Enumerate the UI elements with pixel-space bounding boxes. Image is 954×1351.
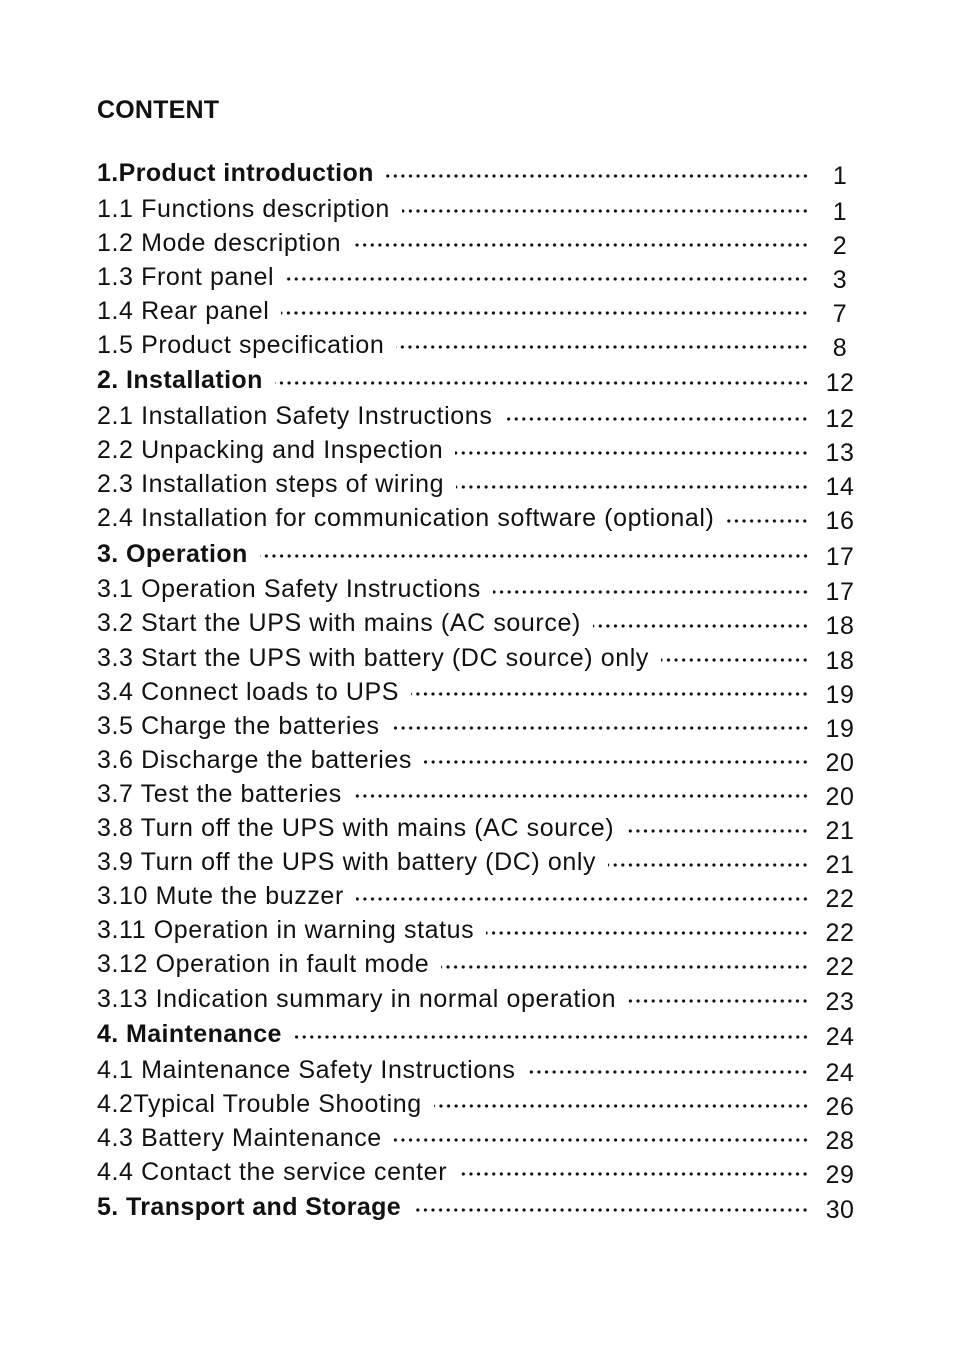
dot-leader bbox=[424, 760, 809, 764]
toc-entry-title: 3.5 Charge the batteries bbox=[97, 711, 380, 740]
toc-page-number: 19 bbox=[825, 714, 855, 743]
toc-entry bbox=[97, 1053, 857, 1087]
toc-page-number: 29 bbox=[825, 1160, 855, 1189]
toc-entry-title: 2.3 Installation steps of wiring bbox=[97, 470, 445, 499]
dot-leader bbox=[396, 345, 809, 349]
toc-section-entry bbox=[97, 362, 857, 399]
toc-entry-title: 3.13 Indication summary in normal operation bbox=[97, 984, 617, 1013]
toc-page-number: 24 bbox=[825, 1023, 855, 1052]
toc-entry-title: 1.5 Product specification bbox=[97, 330, 385, 359]
toc-entry-title: 2. Installation bbox=[97, 366, 263, 395]
toc-page-number: 22 bbox=[825, 919, 855, 948]
toc-entry bbox=[97, 607, 857, 641]
toc-page-number: 13 bbox=[825, 439, 855, 468]
dot-leader bbox=[260, 554, 809, 558]
toc-entry-title: 3.9 Turn off the UPS with battery (DC) only bbox=[97, 848, 597, 877]
toc-entry-title: 4.1 Maintenance Safety Instructions bbox=[97, 1055, 516, 1084]
toc-entry-title: 3.3 Start the UPS with battery (DC source) only bbox=[97, 643, 650, 672]
toc-page-number: 18 bbox=[825, 612, 855, 641]
toc-entry-title: 3.8 Turn off the UPS with mains (AC source) bbox=[97, 814, 615, 843]
toc-page-number: 12 bbox=[825, 369, 855, 398]
toc-entry-title: 4.3 Battery Maintenance bbox=[97, 1123, 382, 1152]
toc-entry bbox=[97, 743, 857, 777]
toc-entry-title: 4. Maintenance bbox=[97, 1020, 282, 1049]
toc-page-number: 20 bbox=[825, 782, 855, 811]
toc-section-entry bbox=[97, 536, 857, 573]
toc-entry bbox=[97, 573, 857, 607]
toc-entry bbox=[97, 812, 857, 846]
toc-page-number: 17 bbox=[825, 542, 855, 571]
toc-entry bbox=[97, 1155, 857, 1189]
dot-leader bbox=[275, 381, 809, 385]
toc-entry bbox=[97, 709, 857, 743]
toc-entry bbox=[97, 846, 857, 880]
toc-entry-title: 3.11 Operation in warning status bbox=[97, 916, 475, 945]
toc-entry bbox=[97, 982, 857, 1016]
dot-leader bbox=[493, 590, 809, 594]
toc-entry bbox=[97, 434, 857, 468]
dot-leader bbox=[434, 1104, 809, 1108]
toc-entry-title: 1.Product introduction bbox=[97, 159, 374, 187]
dot-leader bbox=[726, 519, 809, 523]
toc-page-number: 21 bbox=[825, 817, 855, 846]
toc-entry bbox=[97, 294, 857, 328]
dot-leader bbox=[413, 1208, 809, 1212]
dot-leader bbox=[356, 897, 809, 901]
toc-page-number: 17 bbox=[825, 578, 855, 607]
toc-section-entry bbox=[97, 155, 857, 192]
toc-entry-title: 3.7 Test the batteries bbox=[97, 779, 342, 808]
dot-leader bbox=[441, 965, 809, 969]
toc-entry bbox=[97, 641, 857, 675]
toc-page-number: 2 bbox=[832, 231, 848, 260]
toc-entry bbox=[97, 399, 857, 433]
dot-leader bbox=[661, 658, 809, 662]
toc-entry-title: 3.12 Operation in fault mode bbox=[97, 950, 430, 979]
toc-page-number: 16 bbox=[825, 507, 855, 536]
toc-entry-title: 1.2 Mode description bbox=[97, 228, 342, 257]
dot-leader bbox=[411, 692, 809, 696]
dot-leader bbox=[455, 451, 809, 455]
toc-entry-title: 1.4 Rear panel bbox=[97, 296, 270, 325]
dot-leader bbox=[504, 417, 809, 421]
dot-leader bbox=[353, 243, 809, 247]
dot-leader bbox=[456, 485, 809, 489]
toc-entry-title: 3.2 Start the UPS with mains (AC source) bbox=[97, 609, 581, 638]
toc-page-number: 19 bbox=[825, 680, 855, 709]
toc-entry bbox=[97, 948, 857, 982]
toc-entry bbox=[97, 226, 857, 260]
dot-leader bbox=[626, 829, 809, 833]
toc-page-number: 1 bbox=[832, 162, 848, 190]
dot-leader bbox=[392, 726, 809, 730]
dot-leader bbox=[593, 624, 809, 628]
toc-entry-title: 4.2Typical Trouble Shooting bbox=[97, 1089, 422, 1118]
toc-entry-title: 1.1 Functions description bbox=[97, 194, 390, 223]
toc-page-number: 22 bbox=[825, 953, 855, 982]
dot-leader bbox=[281, 311, 809, 315]
toc-section-entry bbox=[97, 1189, 857, 1226]
toc-entry bbox=[97, 777, 857, 811]
toc-entry-title: 2.2 Unpacking and Inspection bbox=[97, 436, 444, 465]
page-title: CONTENT bbox=[97, 96, 220, 124]
toc-page-number: 14 bbox=[825, 473, 855, 502]
toc-entry bbox=[97, 328, 857, 362]
toc-page-number: 23 bbox=[825, 987, 855, 1016]
toc-page-number: 18 bbox=[825, 646, 855, 675]
toc-entry bbox=[97, 675, 857, 709]
dot-leader bbox=[354, 794, 809, 798]
dot-leader bbox=[394, 1138, 809, 1142]
toc-entry bbox=[97, 914, 857, 948]
toc-entry-title: 3.6 Discharge the batteries bbox=[97, 745, 412, 774]
dot-leader bbox=[486, 931, 809, 935]
dot-leader bbox=[608, 863, 809, 867]
toc-entry bbox=[97, 1121, 857, 1155]
toc-page-number: 1 bbox=[832, 197, 848, 226]
toc-entry bbox=[97, 192, 857, 226]
toc-page-number: 21 bbox=[825, 851, 855, 880]
toc-entry-title: 2.1 Installation Safety Instructions bbox=[97, 402, 493, 431]
dot-leader bbox=[286, 277, 809, 281]
toc-entry bbox=[97, 880, 857, 914]
toc-entry-title: 3.10 Mute the buzzer bbox=[97, 882, 344, 911]
toc-page-number: 26 bbox=[825, 1092, 855, 1121]
toc-entry-title: 3.4 Connect loads to UPS bbox=[97, 677, 400, 706]
toc-page-number: 8 bbox=[832, 333, 848, 362]
toc-entry bbox=[97, 502, 857, 536]
dot-leader bbox=[294, 1035, 809, 1039]
toc-page-number: 7 bbox=[832, 299, 848, 328]
toc-entry bbox=[97, 468, 857, 502]
toc-page-number: 3 bbox=[832, 265, 848, 294]
toc-entry-title: 2.4 Installation for communication software (optional) bbox=[97, 504, 715, 533]
toc-entry-title: 5. Transport and Storage bbox=[97, 1193, 402, 1222]
toc-entry-title: 1.3 Front panel bbox=[97, 262, 275, 291]
dot-leader bbox=[527, 1070, 809, 1074]
toc-entry-title: 4.4 Contact the service center bbox=[97, 1157, 448, 1186]
toc-entry-title: 3. Operation bbox=[97, 539, 248, 568]
dot-leader bbox=[459, 1172, 809, 1176]
toc-page-number: 30 bbox=[825, 1196, 855, 1225]
dot-leader bbox=[628, 999, 809, 1003]
table-of-contents bbox=[97, 155, 857, 1226]
toc-page-number: 28 bbox=[825, 1126, 855, 1155]
toc-page-number: 12 bbox=[825, 405, 855, 434]
toc-page-number: 24 bbox=[825, 1058, 855, 1087]
toc-entry bbox=[97, 1087, 857, 1121]
toc-entry bbox=[97, 260, 857, 294]
toc-page-number: 20 bbox=[825, 748, 855, 777]
dot-leader bbox=[402, 209, 809, 213]
toc-entry-title: 3.1 Operation Safety Instructions bbox=[97, 575, 481, 604]
toc-page-number: 22 bbox=[825, 885, 855, 914]
dot-leader bbox=[386, 174, 809, 178]
toc-section-entry bbox=[97, 1016, 857, 1053]
